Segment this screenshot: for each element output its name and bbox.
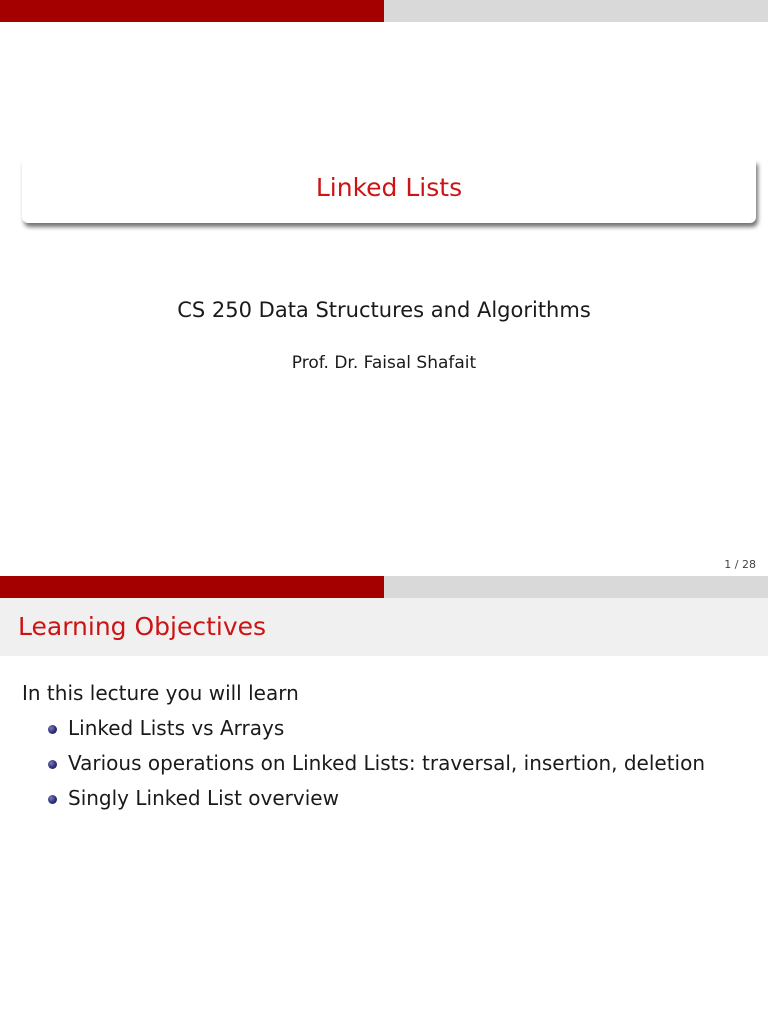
frame-title: Learning Objectives — [18, 612, 267, 641]
progress-fill — [0, 0, 384, 22]
page-number: 1 / 28 — [724, 558, 756, 571]
objectives-slide — [0, 576, 768, 1024]
bullet-circle-icon — [48, 795, 57, 804]
list-item-text: Various operations on Linked Lists: traversal, insertion, deletion — [68, 751, 706, 775]
progress-fill — [0, 576, 384, 598]
bullet-circle-icon — [48, 760, 57, 769]
intro-text: In this lecture you will learn — [22, 681, 299, 705]
course-subtitle: CS 250 Data Structures and Algorithms — [177, 298, 591, 322]
progress-bar — [0, 0, 768, 22]
title-box — [22, 160, 756, 223]
progress-bar — [0, 576, 768, 598]
list-item-text: Singly Linked List overview — [68, 786, 339, 810]
bullet-circle-icon — [48, 725, 57, 734]
author: Prof. Dr. Faisal Shafait — [291, 353, 477, 373]
presentation-title: Linked Lists — [315, 173, 463, 202]
frame-title-bar — [0, 598, 768, 656]
list-item-text: Linked Lists vs Arrays — [68, 716, 285, 740]
